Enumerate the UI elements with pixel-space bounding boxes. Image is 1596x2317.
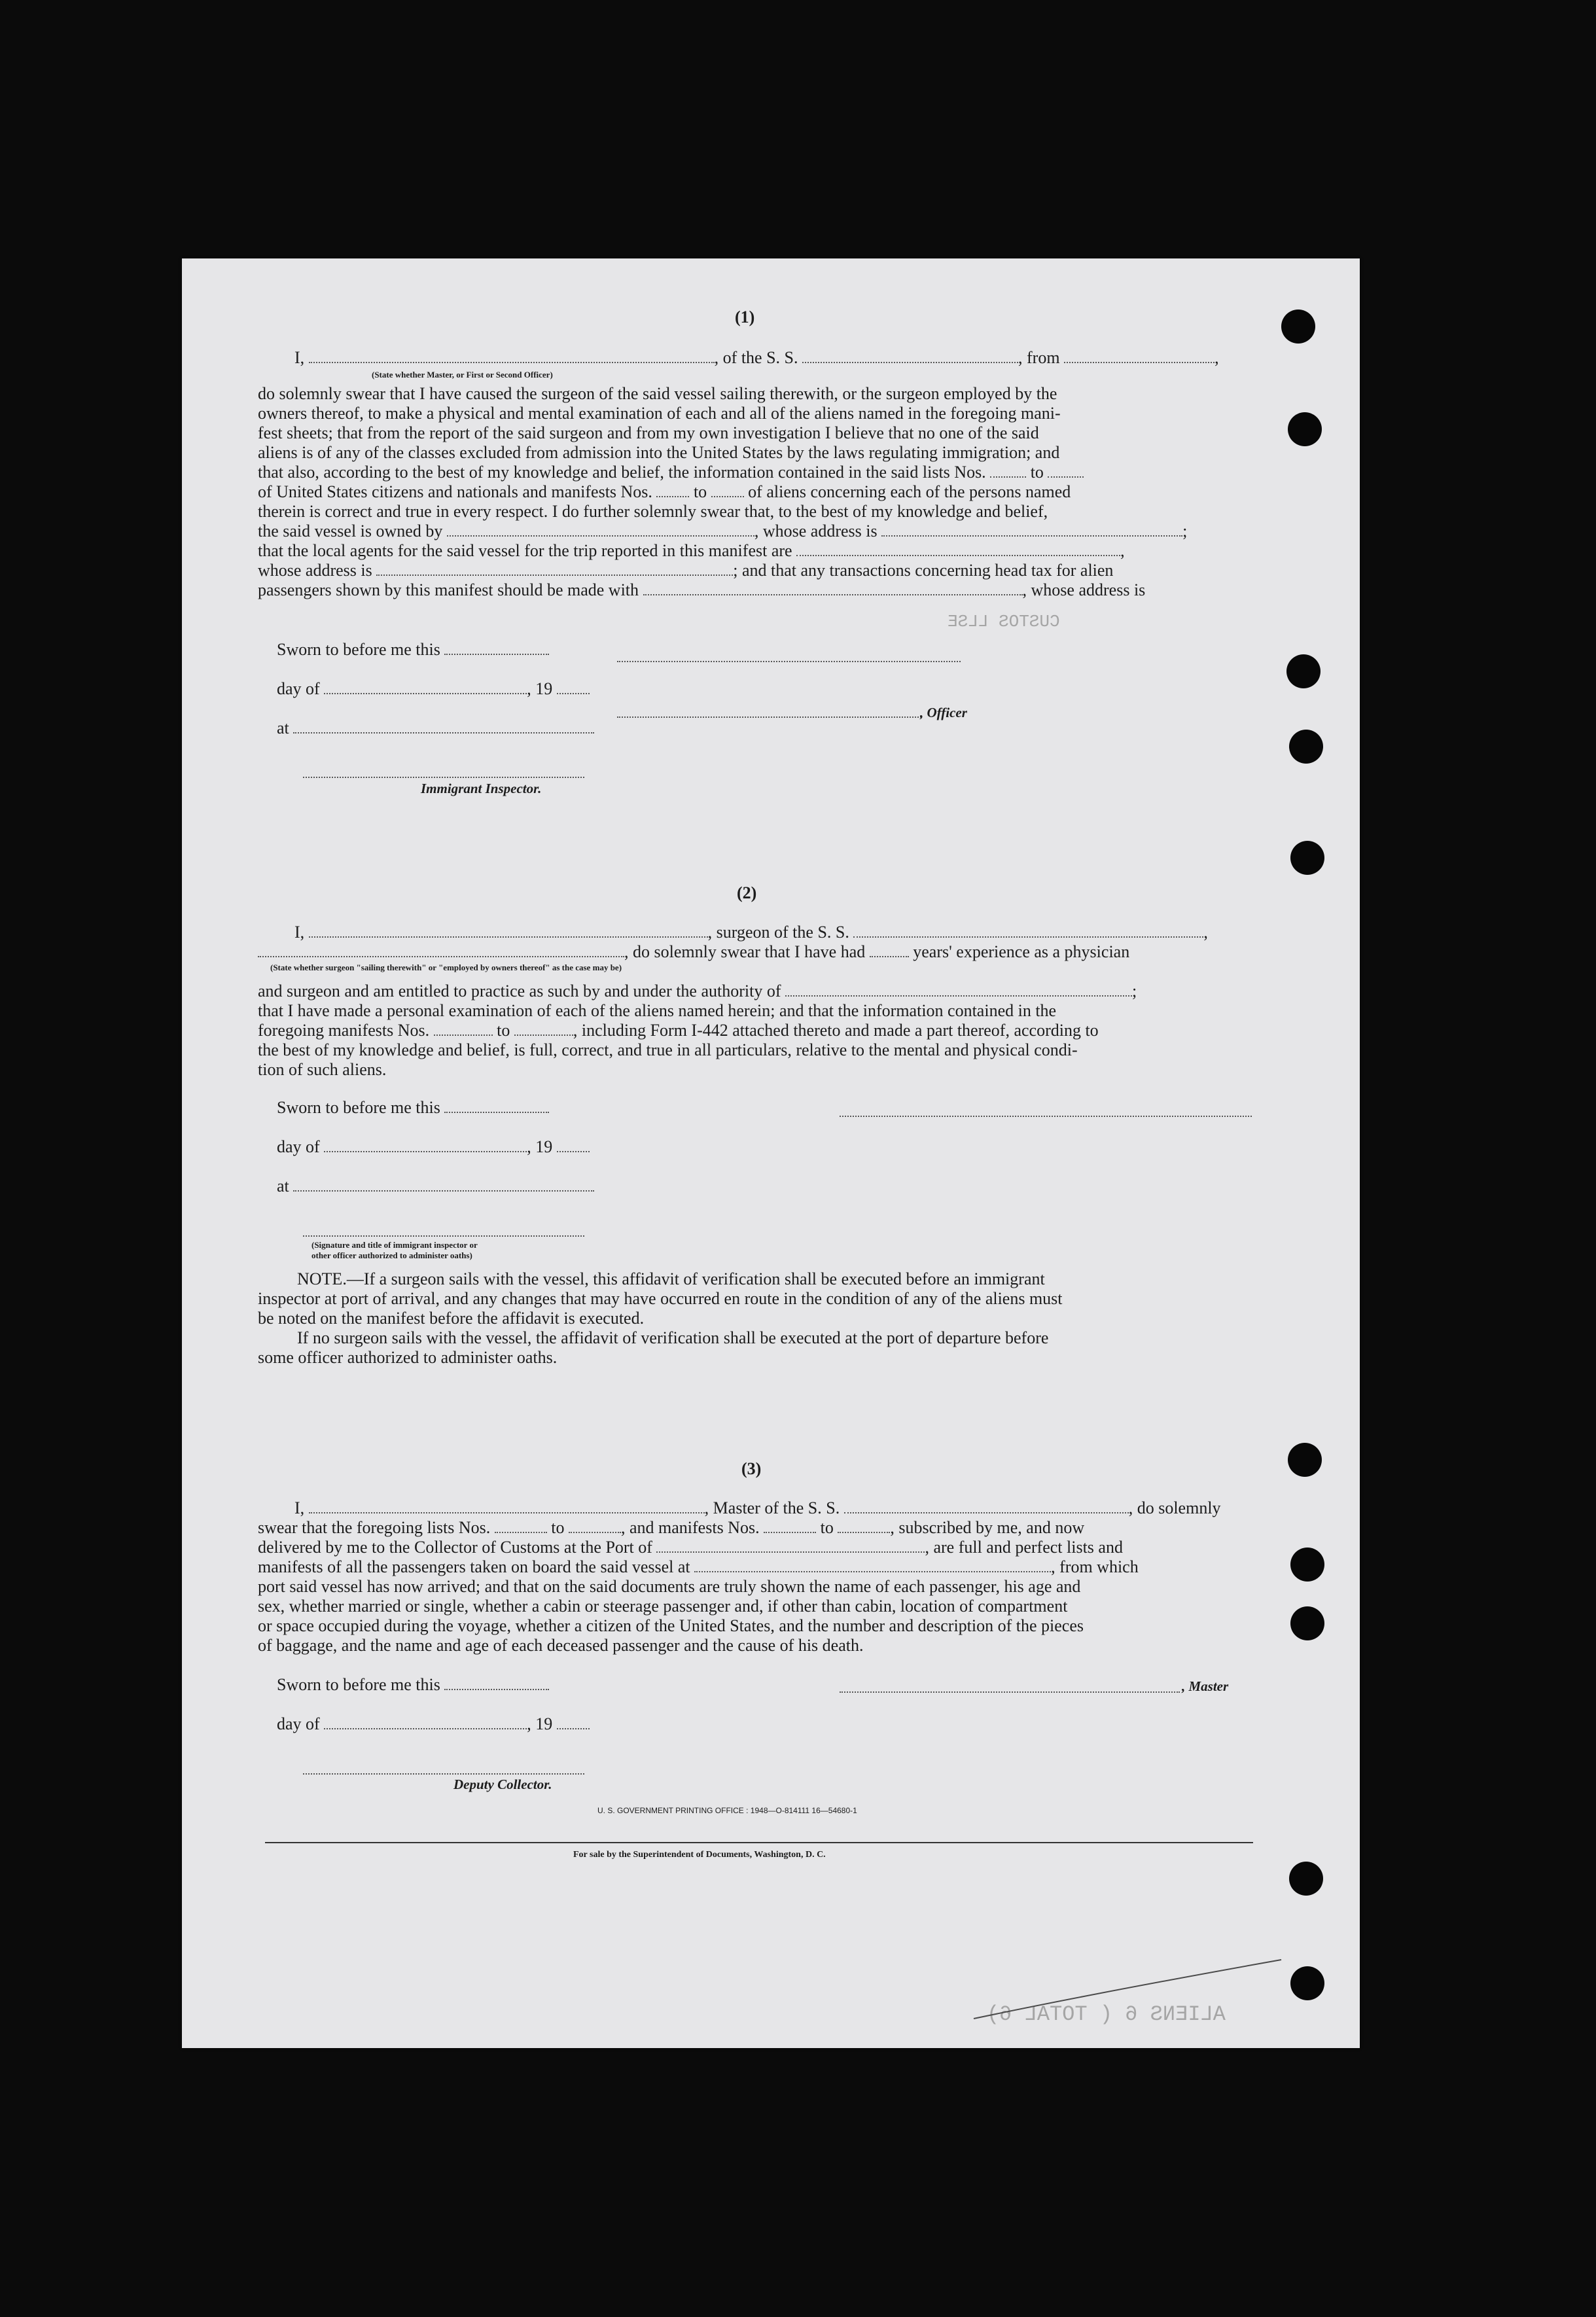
s2-para-line: the best of my knowledge and belief, is full, correct, and true in all particulars, relative to the mental and physical condi- [258, 1040, 1078, 1059]
s3-master-label: , Master [1182, 1678, 1229, 1694]
s1-signature-line [617, 661, 961, 662]
punch-hole [1286, 654, 1321, 688]
s2-sig-note: other officer authorized to administer oaths) [311, 1250, 472, 1260]
s1-para-line: that the local agents for the said vessel for the trip reported in this manifest are , [258, 541, 1125, 560]
gpo-imprint: U. S. GOVERNMENT PRINTING OFFICE : 1948—O-814111 16—54680-1 [597, 1806, 857, 1815]
s1-officer-label: , Officer [920, 705, 967, 720]
s1-para-line: that also, according to the best of my knowledge and belief, the information contained in the said lists Nos. to [258, 463, 1084, 482]
s2-sworn: Sworn to before me this [277, 1098, 549, 1118]
s3-day: day of , 19 [277, 1714, 590, 1734]
s2-note-line: NOTE.—If a surgeon sails with the vessel, this affidavit of verification shall be executed before an immigrant [297, 1269, 1045, 1288]
s2-inspector-line [303, 1235, 584, 1237]
s1-para-line: do solemnly swear that I have caused the surgeon of the said vessel sailing therewith, or the surgeon employed by the [258, 384, 1057, 403]
s2-para-line: and surgeon and am entitled to practice as such by and under the authority of ; [258, 982, 1137, 1000]
s3-line4: manifests of all the passengers taken on board the said vessel at , from which [258, 1557, 1139, 1576]
s1-day: day of , 19 [277, 679, 590, 699]
s2-note-line: be noted on the manifest before the affidavit is executed. [258, 1309, 645, 1328]
s2-day: day of , 19 [277, 1137, 590, 1157]
s3-para-line: or space occupied during the voyage, whether a citizen of the United States, and the number and description of the pieces [258, 1616, 1084, 1635]
s2-note-line: some officer authorized to administer oaths. [258, 1348, 558, 1367]
punch-hole [1290, 1966, 1324, 2000]
s3-collector-line [303, 1773, 584, 1775]
s3-line1: I, , Master of the S. S. , do solemnly [294, 1498, 1221, 1517]
s3-line3: delivered by me to the Collector of Customs at the Port of , are full and perfect lists and [258, 1538, 1123, 1557]
s3-line2: swear that the foregoing lists Nos. to , and manifests Nos. to , subscribed by me, and now [258, 1518, 1085, 1537]
s1-para-line: whose address is ; and that any transactions concerning head tax for alien [258, 561, 1114, 580]
margin-scribble [967, 1953, 1294, 2025]
s1-para-line: of United States citizens and nationals and manifests Nos. to of aliens concerning each of the persons named [258, 482, 1071, 501]
s2-note-line: inspector at port of arrival, and any changes that may have occurred en route in the condition of any of the aliens must [258, 1289, 1063, 1308]
s2-line1: I, , surgeon of the S. S. , [294, 923, 1208, 942]
s1-para-line: passengers shown by this manifest should be made with , whose address is [258, 580, 1146, 599]
s1-para-line: therein is correct and true in every respect. I do further solemnly swear that, to the best of my knowledge and belief, [258, 502, 1048, 521]
bleed-through-text: CUSTOS LLSE [948, 612, 1060, 631]
s3-para-line: of baggage, and the name and age of each deceased passenger and the cause of his death. [258, 1636, 864, 1655]
s1-officer-line [617, 716, 921, 718]
punch-hole [1289, 730, 1323, 764]
s2-at: at [277, 1176, 594, 1196]
s3-master-line [840, 1691, 1180, 1693]
s2-signature-line [840, 1116, 1252, 1117]
section-3-number: (3) [741, 1459, 762, 1478]
s3-para-line: port said vessel has now arrived; and that on the said documents are truly shown the name of each passenger, his age and [258, 1577, 1081, 1596]
s1-state-note: (State whether Master, or First or Second Officer) [372, 370, 553, 380]
sale-notice: For sale by the Superintendent of Documents, Washington, D. C. [573, 1850, 826, 1860]
s1-line1: I, , of the S. S. , from , [294, 348, 1219, 367]
s1-inspector-line [303, 777, 584, 778]
s1-para-line: owners thereof, to make a physical and mental examination of each and all of the aliens named in the foregoing mani- [258, 404, 1061, 423]
s1-inspector-label: Immigrant Inspector. [421, 781, 542, 796]
punch-hole [1288, 1443, 1322, 1477]
s2-note-line: If no surgeon sails with the vessel, the affidavit of verification shall be executed at the port of departure before [297, 1328, 1049, 1347]
section-1-number: (1) [735, 308, 755, 327]
punch-hole [1288, 412, 1322, 446]
s3-para-line: sex, whether married or single, whether a cabin or steerage passenger and, if other than cabin, location of compartment [258, 1597, 1068, 1616]
s2-line2: , do solemnly swear that I have had years' experience as a physician [258, 942, 1129, 962]
punch-hole [1290, 1606, 1324, 1640]
s2-state-note: (State whether surgeon "sailing therewith" or "employed by owners thereof" as the case may be) [270, 963, 622, 972]
s1-sworn: Sworn to before me this [277, 640, 549, 660]
s2-para-line: that I have made a personal examination of each of the aliens named herein; and that the information contained in the [258, 1001, 1057, 1020]
bleed-through-text: ALIENS 6 ( TOTAL 6) [987, 2002, 1226, 2026]
footer-rule [265, 1842, 1253, 1843]
s1-para-line: the said vessel is owned by , whose address is ; [258, 522, 1188, 540]
s2-sig-note: (Signature and title of immigrant inspector or [311, 1240, 478, 1250]
form-page [182, 258, 1360, 2048]
section-2-number: (2) [737, 883, 757, 902]
s1-para-line: aliens is of any of the classes excluded from admission into the United States by the laws regulating immigration; and [258, 443, 1060, 462]
s3-sworn: Sworn to before me this [277, 1675, 549, 1695]
s1-para-line: fest sheets; that from the report of the said surgeon and from my own investigation I believe that no one of the said [258, 423, 1039, 442]
punch-hole [1289, 1862, 1323, 1896]
s3-collector-label: Deputy Collector. [453, 1777, 552, 1792]
punch-hole [1281, 310, 1315, 344]
s2-para-line: foregoing manifests Nos. to , including Form I-442 attached thereto and made a part thereof, according to [258, 1021, 1099, 1040]
punch-hole [1290, 841, 1324, 875]
s2-para-line: tion of such aliens. [258, 1060, 387, 1079]
s1-at: at [277, 718, 594, 738]
punch-hole [1290, 1548, 1324, 1582]
